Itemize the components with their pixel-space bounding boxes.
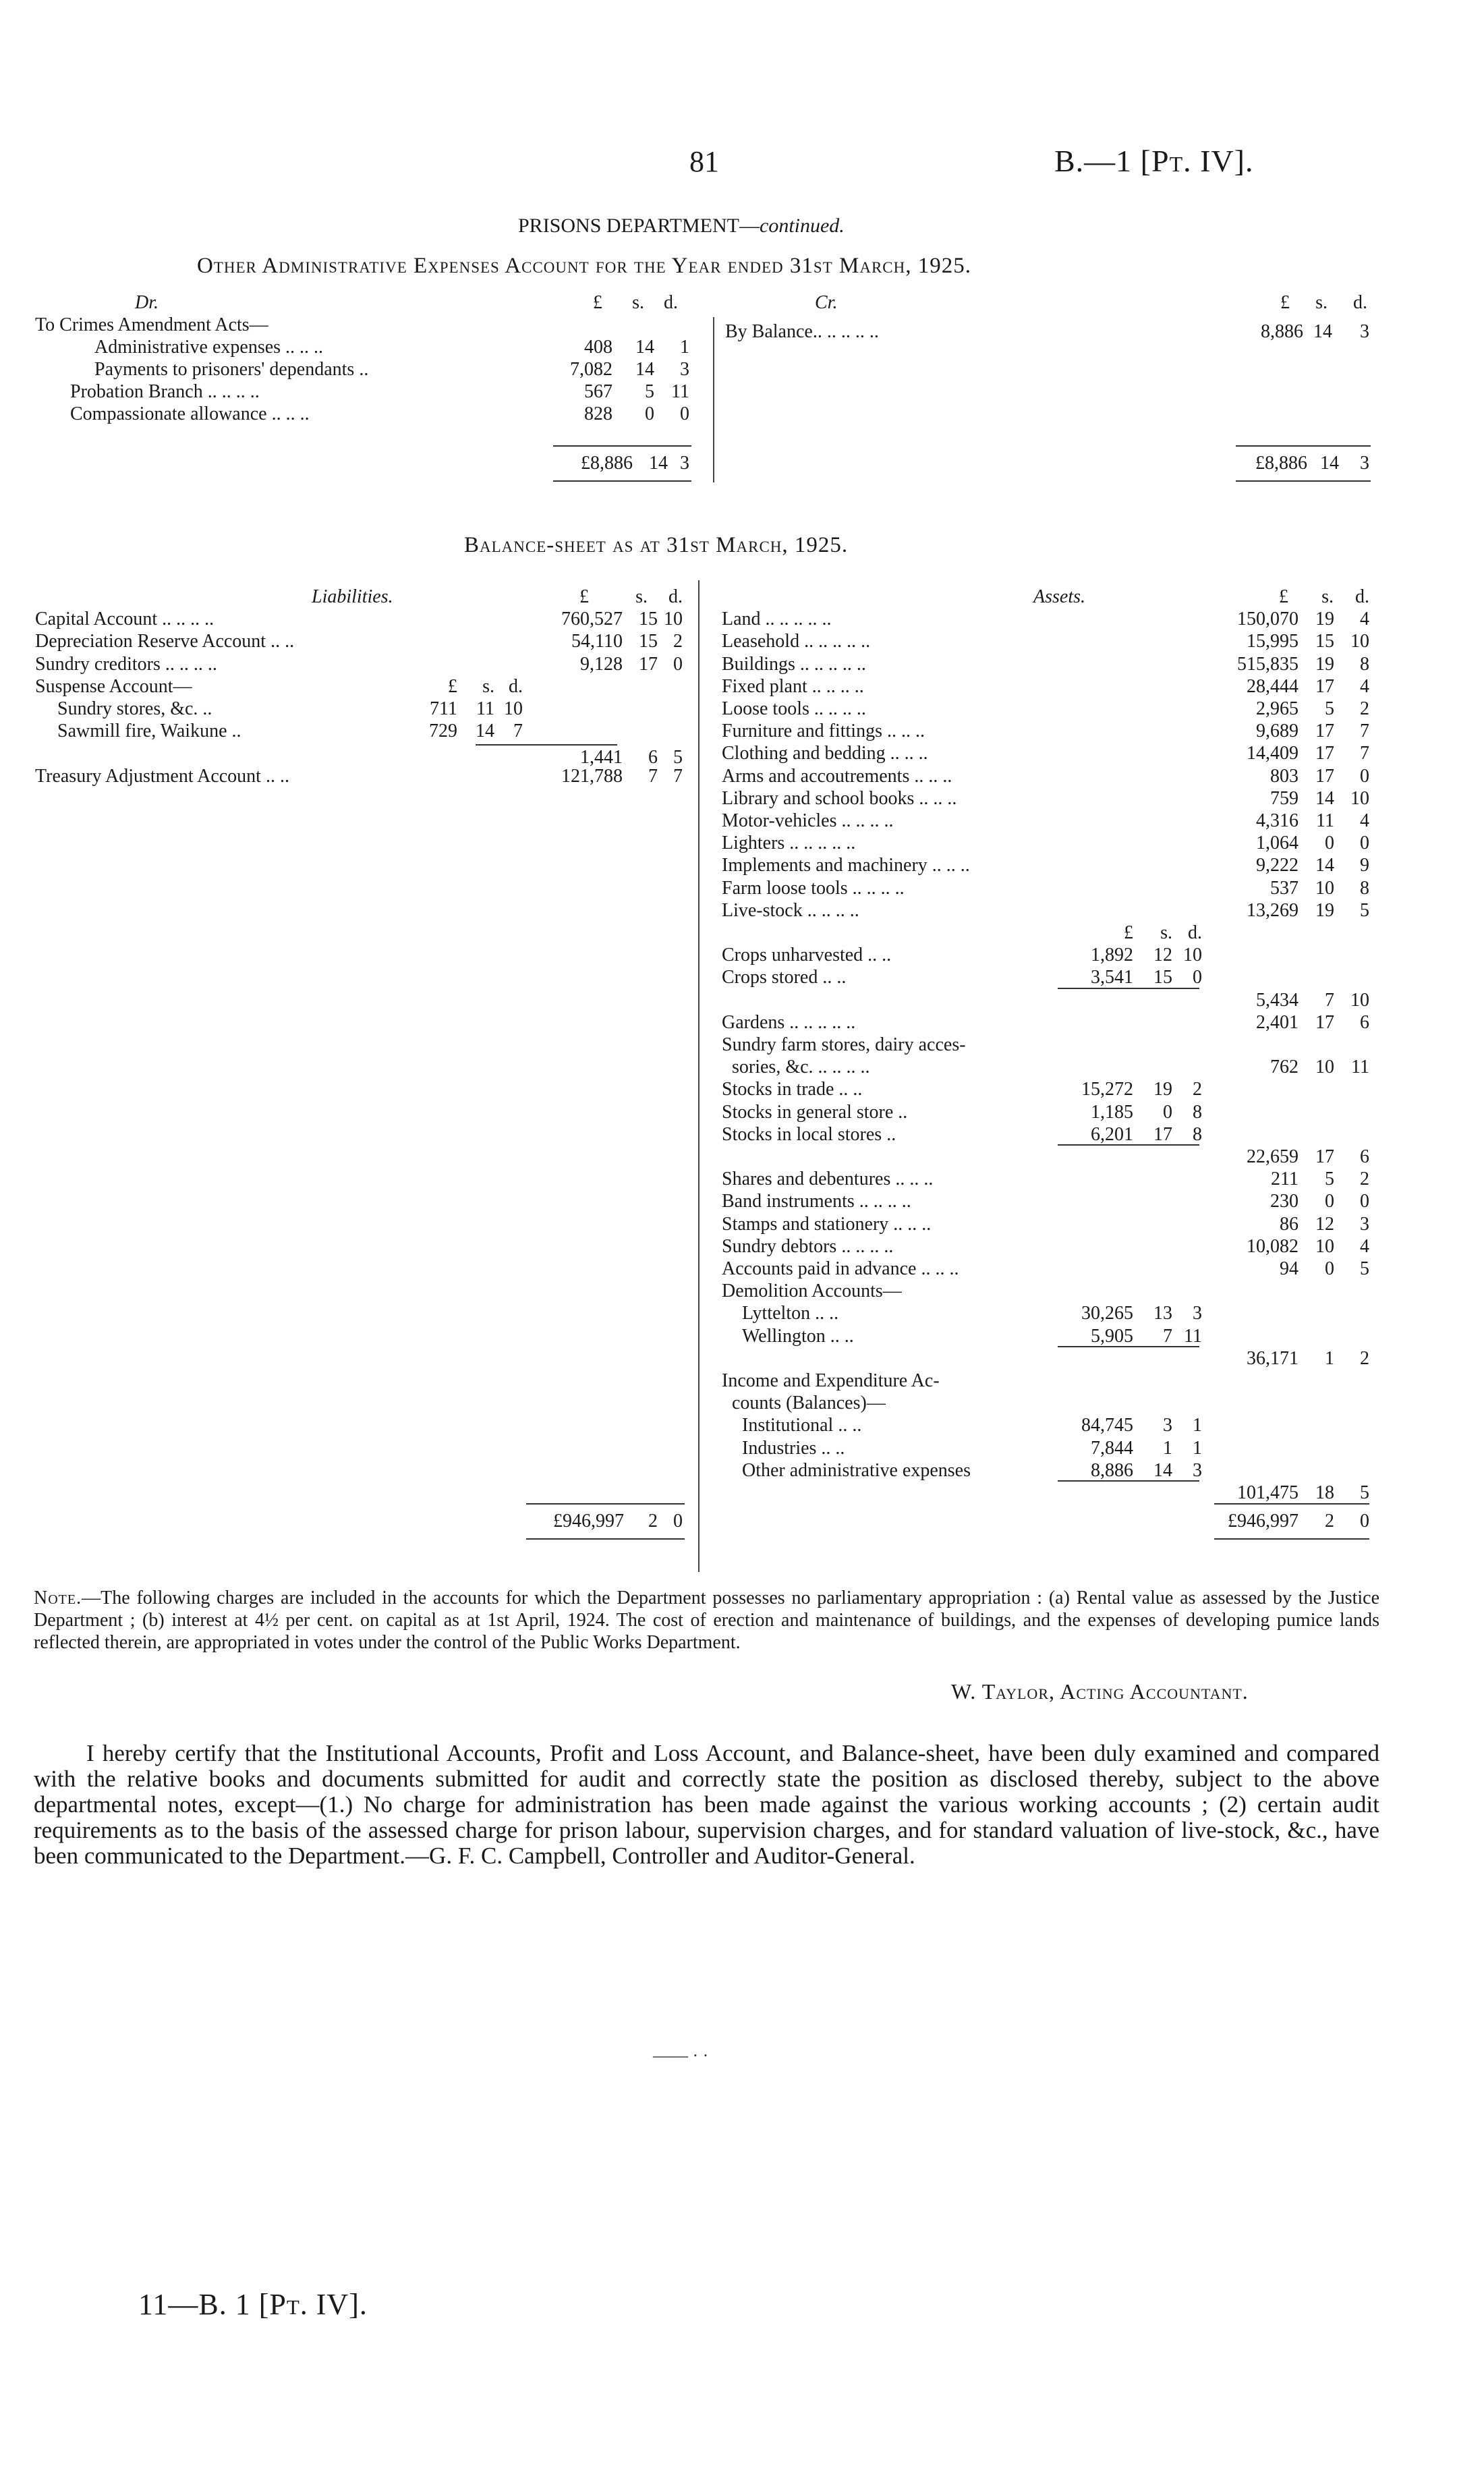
dr-row-label: Compassionate allowance .. .. ..	[70, 403, 310, 424]
asset-amount-d: 0	[1360, 765, 1369, 787]
asset-amount-d: 2	[1360, 698, 1369, 719]
asset-amount-l: 28,444	[1247, 675, 1298, 697]
liabilities-currency-header-d: d.	[668, 586, 683, 607]
accountant-signature: W. Taylor, Acting Accountant.	[951, 1679, 1249, 1704]
asset-subtotal-rule	[1058, 988, 1199, 989]
cr-total-s: 14	[1320, 453, 1339, 474]
assets-total-d: 0	[1360, 1511, 1369, 1532]
asset-subamount-d: 1	[1193, 1415, 1202, 1436]
asset-subamount-s: 15	[1153, 967, 1172, 988]
dr-row-label: Administrative expenses .. .. ..	[94, 337, 324, 358]
asset-subamount-l: 30,265	[1081, 1303, 1133, 1324]
asset-subamount-d: 2	[1193, 1079, 1202, 1100]
asset-amount-d: 0	[1360, 833, 1369, 854]
asset-amount-d: 0	[1360, 1191, 1369, 1212]
cr-total-rule	[1236, 445, 1371, 447]
asset-amount-d: 4	[1360, 609, 1369, 630]
asset-subamount-l: 5,905	[1091, 1325, 1133, 1347]
asset-amount-l: 15,995	[1247, 631, 1298, 652]
page-number: 81	[689, 145, 719, 178]
liability-amount-l: 9,128	[580, 653, 623, 675]
asset-subamount-s: 17	[1153, 1123, 1172, 1145]
asset-amount-l: 150,070	[1237, 609, 1298, 630]
asset-label: Lyttelton .. ..	[742, 1303, 839, 1324]
asset-amount-s: 14	[1315, 787, 1334, 809]
balance-sheet-divider	[698, 580, 700, 1572]
dr-total-s: 14	[649, 453, 668, 474]
dr-total-underline	[553, 480, 691, 482]
asset-amount-d: 2	[1360, 1347, 1369, 1369]
asset-subamount-l: 1,892	[1091, 945, 1133, 966]
asset-label: Farm loose tools .. .. .. ..	[722, 877, 905, 899]
asset-amount-d: 4	[1360, 810, 1369, 831]
asset-amount-s: 7	[1325, 989, 1334, 1011]
liabilities-currency-header-s: s.	[635, 586, 648, 607]
liability-amount-s: 17	[639, 653, 658, 675]
asset-amount-d: 11	[1351, 1057, 1369, 1078]
liability-amount-d: 5	[673, 747, 683, 768]
liability-amount-d: 10	[664, 609, 683, 630]
dr-row-amount-d: 1	[680, 337, 689, 358]
dr-row-amount-l: 7,082	[570, 359, 612, 380]
asset-amount-d: 3	[1360, 1213, 1369, 1235]
asset-subamount-s: 19	[1153, 1079, 1172, 1100]
asset-amount-s: 5	[1325, 1169, 1334, 1190]
asset-amount-l: 36,171	[1247, 1347, 1298, 1369]
asset-amount-s: 12	[1315, 1213, 1334, 1235]
asset-label: Land .. .. .. .. ..	[722, 609, 832, 630]
asset-amount-l: 762	[1270, 1057, 1298, 1078]
dr-currency-header-s: s.	[632, 292, 644, 313]
asset-amount-s: 19	[1315, 653, 1334, 675]
liabilities-total-s: 2	[648, 1511, 658, 1532]
liability-label: Depreciation Reserve Account .. ..	[35, 631, 295, 652]
cr-row-amount-s: 14	[1313, 321, 1332, 342]
asset-amount-s: 19	[1315, 609, 1334, 630]
asset-label: Other administrative expenses	[742, 1459, 971, 1481]
asset-amount-l: 94	[1280, 1258, 1298, 1279]
liabilities-total-rule	[526, 1503, 685, 1505]
liability-subamount-s: 14	[476, 721, 494, 742]
cr-currency-header-s: s.	[1315, 292, 1328, 313]
expenses-divider	[713, 317, 714, 482]
dr-row-amount-l: 408	[584, 337, 612, 358]
asset-label: Shares and debentures .. .. ..	[722, 1169, 934, 1190]
asset-amount-d: 7	[1360, 743, 1369, 764]
asset-label: Lighters .. .. .. .. ..	[722, 833, 856, 854]
asset-amount-s: 17	[1315, 675, 1334, 697]
asset-subamount-l: 6,201	[1091, 1123, 1133, 1145]
liability-label: Capital Account .. .. .. ..	[35, 609, 215, 630]
dr-row-amount-l: 828	[584, 403, 612, 424]
asset-amount-l: 2,401	[1256, 1011, 1298, 1033]
asset-label: Furniture and fittings .. .. ..	[722, 721, 925, 742]
assets-currency-header-d: d.	[1355, 586, 1369, 607]
asset-subamount-s: 14	[1153, 1459, 1172, 1481]
liability-amount-s: 15	[639, 631, 658, 652]
liabilities-label: Liabilities.	[312, 586, 393, 607]
asset-amount-s: 17	[1315, 721, 1334, 742]
asset-amount-s: 17	[1315, 1011, 1334, 1033]
end-mark: —— · ·	[653, 2046, 709, 2065]
asset-amount-s: 0	[1325, 1258, 1334, 1279]
asset-label: Arms and accoutrements .. .. ..	[722, 765, 952, 787]
department-heading	[518, 215, 845, 237]
dr-row-amount-l: 567	[584, 381, 612, 402]
asset-amount-s: 17	[1315, 765, 1334, 787]
asset-label: Clothing and bedding .. .. ..	[722, 743, 928, 764]
document-reference: B.—1 [Pt. IV].	[1054, 144, 1254, 178]
dr-total-d: 3	[680, 453, 689, 474]
asset-label: Institutional .. ..	[742, 1415, 862, 1436]
asset-amount-s: 10	[1315, 1235, 1334, 1257]
dr-row-amount-s: 14	[635, 337, 654, 358]
asset-amount-s: 1	[1325, 1347, 1334, 1369]
asset-amount-s: 5	[1325, 698, 1334, 719]
dr-row-amount-d: 3	[680, 359, 689, 380]
dr-row-amount-s: 0	[645, 403, 654, 424]
asset-amount-d: 8	[1360, 653, 1369, 675]
asset-subtotal-rule	[1058, 1346, 1199, 1347]
assets-total-rule	[1214, 1503, 1369, 1505]
asset-subamount-d: 8	[1193, 1101, 1202, 1123]
liability-label: Sawmill fire, Waikune ..	[57, 721, 241, 742]
department-continued: continued.	[760, 215, 845, 237]
asset-label: Wellington .. ..	[742, 1325, 854, 1347]
asset-label: Crops stored .. ..	[722, 967, 847, 988]
liability-amount-d: 2	[673, 631, 683, 652]
asset-amount-d: 7	[1360, 721, 1369, 742]
department-name: PRISONS DEPARTMENT—	[518, 215, 760, 237]
asset-amount-d: 10	[1350, 989, 1369, 1011]
asset-amount-l: 803	[1270, 765, 1298, 787]
asset-amount-l: 14,409	[1247, 743, 1298, 764]
dr-row-label: To Crimes Amendment Acts—	[35, 314, 268, 335]
asset-subamount-d: 0	[1193, 967, 1202, 988]
asset-label: Leasehold .. .. .. .. ..	[722, 631, 871, 652]
asset-amount-s: 0	[1325, 833, 1334, 854]
asset-amount-d: 4	[1360, 675, 1369, 697]
asset-amount-l: 515,835	[1237, 653, 1298, 675]
asset-amount-s: 15	[1315, 631, 1334, 652]
asset-subamount-d: 3	[1193, 1459, 1202, 1481]
asset-label: Accounts paid in advance .. .. ..	[722, 1258, 959, 1279]
asset-amount-d: 10	[1350, 631, 1369, 652]
liability-amount-l: 760,527	[561, 609, 623, 630]
cr-total-l: £8,886	[1255, 453, 1307, 474]
note-label: Note.	[34, 1588, 82, 1608]
asset-amount-s: 10	[1315, 877, 1334, 899]
asset-label: sories, &c. .. .. .. ..	[732, 1057, 870, 1078]
asset-amount-d: 5	[1360, 899, 1369, 921]
asset-amount-s: 17	[1315, 1146, 1334, 1167]
liability-amount-d: 0	[673, 653, 683, 675]
dr-row-amount-d: 0	[680, 403, 689, 424]
asset-subamount-d: 1	[1193, 1437, 1202, 1459]
asset-subamount-s: 13	[1153, 1303, 1172, 1324]
suspense-subtotal-rule	[476, 744, 617, 746]
dr-total-rule	[553, 445, 691, 447]
asset-amount-l: 86	[1280, 1213, 1298, 1235]
liability-label: Sundry stores, &c. ..	[57, 698, 212, 719]
audit-certificate: I hereby certify that the Institutional Accounts, Profit and Loss Account, and Balance-sheet, have been duly examined and compared with the relative books and documents submitted for audit and correctly state the position as disclosed thereby, subject to the above departmental notes, except—(1.) No charge for administration has been made against the various working accounts ; (2) certain audit requirements as to the basis of the assessed charge for prison labour, supervision charges, and for standard valuation of live-stock, &c., have been communicated to the Department.—G. F. C. Campbell, Controller and Auditor-General.	[34, 1740, 1379, 1869]
asset-amount-d: 4	[1360, 1235, 1369, 1257]
assets-total-underline	[1214, 1538, 1369, 1540]
assets-total-s: 2	[1325, 1511, 1334, 1532]
asset-subamount-d: 10	[1183, 945, 1202, 966]
asset-subtotal-rule	[1058, 1480, 1199, 1482]
cr-currency-header-l: £	[1280, 292, 1290, 313]
asset-subamount-s: 0	[1163, 1101, 1172, 1123]
asset-label: Sundry debtors .. .. .. ..	[722, 1235, 894, 1257]
cr-total-underline	[1236, 480, 1371, 482]
asset-subamount-l: 8,886	[1091, 1459, 1133, 1481]
asset-amount-s: 18	[1315, 1482, 1334, 1503]
note-paragraph	[34, 1587, 1379, 1654]
asset-amount-d: 5	[1360, 1258, 1369, 1279]
liability-subamount-l: 729	[429, 721, 457, 742]
asset-subamount-d: d.	[1188, 922, 1202, 943]
cr-currency-header-d: d.	[1353, 292, 1367, 313]
asset-subamount-l: 15,272	[1081, 1079, 1133, 1100]
asset-amount-d: 9	[1360, 855, 1369, 876]
expenses-account-title: Other Administrative Expenses Account for the Year ended 31st March, 1925.	[197, 254, 971, 278]
asset-subamount-s: 1	[1163, 1437, 1172, 1459]
liability-amount-l: 54,110	[571, 631, 623, 652]
asset-amount-l: 101,475	[1237, 1482, 1298, 1503]
asset-subtotal-rule	[1058, 1144, 1199, 1146]
liability-amount-s: 6	[648, 747, 658, 768]
asset-amount-d: 8	[1360, 877, 1369, 899]
assets-currency-header-s: s.	[1321, 586, 1334, 607]
asset-subamount-s: 7	[1163, 1325, 1172, 1347]
asset-amount-l: 1,064	[1256, 833, 1298, 854]
asset-subamount-s: 3	[1163, 1415, 1172, 1436]
asset-amount-l: 9,222	[1256, 855, 1298, 876]
asset-amount-s: 19	[1315, 899, 1334, 921]
asset-amount-l: 759	[1270, 787, 1298, 809]
cr-row-label: By Balance.. .. .. .. ..	[725, 321, 879, 342]
asset-amount-l: 10,082	[1247, 1235, 1298, 1257]
asset-amount-l: 13,269	[1247, 899, 1298, 921]
asset-subamount-l: 7,844	[1091, 1437, 1133, 1459]
liabilities-total-d: 0	[673, 1511, 683, 1532]
liability-subamount-d: d.	[509, 675, 523, 697]
cr-row-amount-l: 8,886	[1261, 321, 1303, 342]
liability-subamount-d: 10	[504, 698, 523, 719]
asset-label: Crops unharvested .. ..	[722, 945, 892, 966]
dr-row-label: Probation Branch .. .. .. ..	[70, 381, 260, 402]
asset-label: Motor-vehicles .. .. .. ..	[722, 810, 894, 831]
dr-currency-header-d: d.	[664, 292, 678, 313]
asset-label: Band instruments .. .. .. ..	[722, 1191, 911, 1212]
asset-subamount-d: 8	[1193, 1123, 1202, 1145]
liability-amount-s: 15	[639, 609, 658, 630]
note-text: —The following charges are included in the accounts for which the Department possesses no parliamentary appropriation : (a) Rental value as assessed by the Justice Department ; (b) interest at 4½ per cent. on capital as at 1st April, 1924. The cost of erection and maintenance of buildings, and the expenses of developing pumice lands reflected therein, are appropriated in votes under the control of the Public Works Department.	[34, 1588, 1379, 1653]
cr-total-d: 3	[1360, 453, 1369, 474]
asset-amount-l: 211	[1271, 1169, 1298, 1190]
liability-subamount-l: £	[448, 675, 457, 697]
asset-label: Stamps and stationery .. .. ..	[722, 1213, 932, 1235]
liability-subamount-s: 11	[476, 698, 494, 719]
asset-amount-l: 2,965	[1256, 698, 1298, 719]
asset-amount-s: 0	[1325, 1191, 1334, 1212]
asset-label: Fixed plant .. .. .. ..	[722, 675, 864, 697]
asset-amount-d: 2	[1360, 1169, 1369, 1190]
dr-row-amount-d: 11	[671, 381, 689, 402]
assets-currency-header-l: £	[1279, 586, 1288, 607]
asset-subamount-l: 84,745	[1081, 1415, 1133, 1436]
asset-amount-l: 537	[1270, 877, 1298, 899]
cr-label: Cr.	[815, 292, 838, 313]
asset-subamount-l: £	[1124, 922, 1133, 943]
dr-label: Dr.	[135, 292, 159, 313]
asset-label: Implements and machinery .. .. ..	[722, 855, 970, 876]
dr-currency-header-l: £	[593, 292, 602, 313]
asset-label: Loose tools .. .. .. ..	[722, 698, 866, 719]
liability-amount-d: 7	[673, 765, 683, 787]
liability-label: Treasury Adjustment Account .. ..	[35, 765, 289, 787]
asset-label: Income and Expenditure Ac-	[722, 1370, 940, 1391]
liability-amount-l: 1,441	[580, 747, 623, 768]
asset-label: Gardens .. .. .. .. ..	[722, 1011, 856, 1033]
asset-amount-d: 6	[1360, 1011, 1369, 1033]
asset-amount-l: 230	[1270, 1191, 1298, 1212]
assets-label: Assets.	[1033, 586, 1085, 607]
asset-amount-l: 9,689	[1256, 721, 1298, 742]
asset-label: Buildings .. .. .. .. ..	[722, 653, 866, 675]
assets-total-l: £946,997	[1228, 1511, 1298, 1532]
asset-amount-d: 10	[1350, 787, 1369, 809]
asset-label: Live-stock .. .. .. ..	[722, 899, 859, 921]
dr-row-label: Payments to prisoners' dependants ..	[94, 359, 369, 380]
asset-subamount-s: 12	[1153, 945, 1172, 966]
liability-subamount-s: s.	[482, 675, 494, 697]
asset-subamount-d: 11	[1184, 1325, 1202, 1347]
liabilities-currency-header-l: £	[579, 586, 589, 607]
dr-total-l: £8,886	[581, 453, 633, 474]
liability-amount-s: 7	[648, 765, 658, 787]
asset-label: Stocks in general store ..	[722, 1101, 908, 1123]
asset-amount-l: 22,659	[1247, 1146, 1298, 1167]
dr-row-amount-s: 14	[635, 359, 654, 380]
asset-label: counts (Balances)—	[732, 1393, 886, 1414]
liability-label: Suspense Account—	[35, 675, 192, 697]
asset-label: Library and school books .. .. ..	[722, 787, 957, 809]
asset-amount-s: 14	[1315, 855, 1334, 876]
asset-subamount-l: 1,185	[1091, 1101, 1133, 1123]
asset-amount-l: 4,316	[1256, 810, 1298, 831]
sheet-reference: 11—B. 1 [Pt. IV].	[138, 2288, 368, 2321]
balance-sheet-title: Balance-sheet as at 31st March, 1925.	[464, 533, 849, 557]
asset-label: Industries .. ..	[742, 1437, 845, 1459]
liability-subamount-l: 711	[430, 698, 457, 719]
asset-amount-d: 6	[1360, 1146, 1369, 1167]
asset-label: Stocks in trade .. ..	[722, 1079, 863, 1100]
liabilities-total-underline	[526, 1538, 685, 1540]
liability-amount-l: 121,788	[561, 765, 623, 787]
asset-amount-s: 17	[1315, 743, 1334, 764]
cr-row-amount-d: 3	[1360, 321, 1369, 342]
asset-label: Stocks in local stores ..	[722, 1123, 896, 1145]
asset-amount-s: 11	[1316, 810, 1334, 831]
asset-label: Sundry farm stores, dairy acces-	[722, 1034, 966, 1055]
asset-subamount-d: 3	[1193, 1303, 1202, 1324]
asset-amount-s: 10	[1315, 1057, 1334, 1078]
asset-subamount-s: s.	[1160, 922, 1172, 943]
dr-row-amount-s: 5	[645, 381, 654, 402]
asset-amount-d: 5	[1360, 1482, 1369, 1503]
liability-subamount-d: 7	[513, 721, 523, 742]
liabilities-total-l: £946,997	[553, 1511, 624, 1532]
asset-subamount-l: 3,541	[1091, 967, 1133, 988]
asset-amount-l: 5,434	[1256, 989, 1298, 1011]
asset-label: Demolition Accounts—	[722, 1281, 902, 1302]
liability-label: Sundry creditors .. .. .. ..	[35, 653, 217, 675]
